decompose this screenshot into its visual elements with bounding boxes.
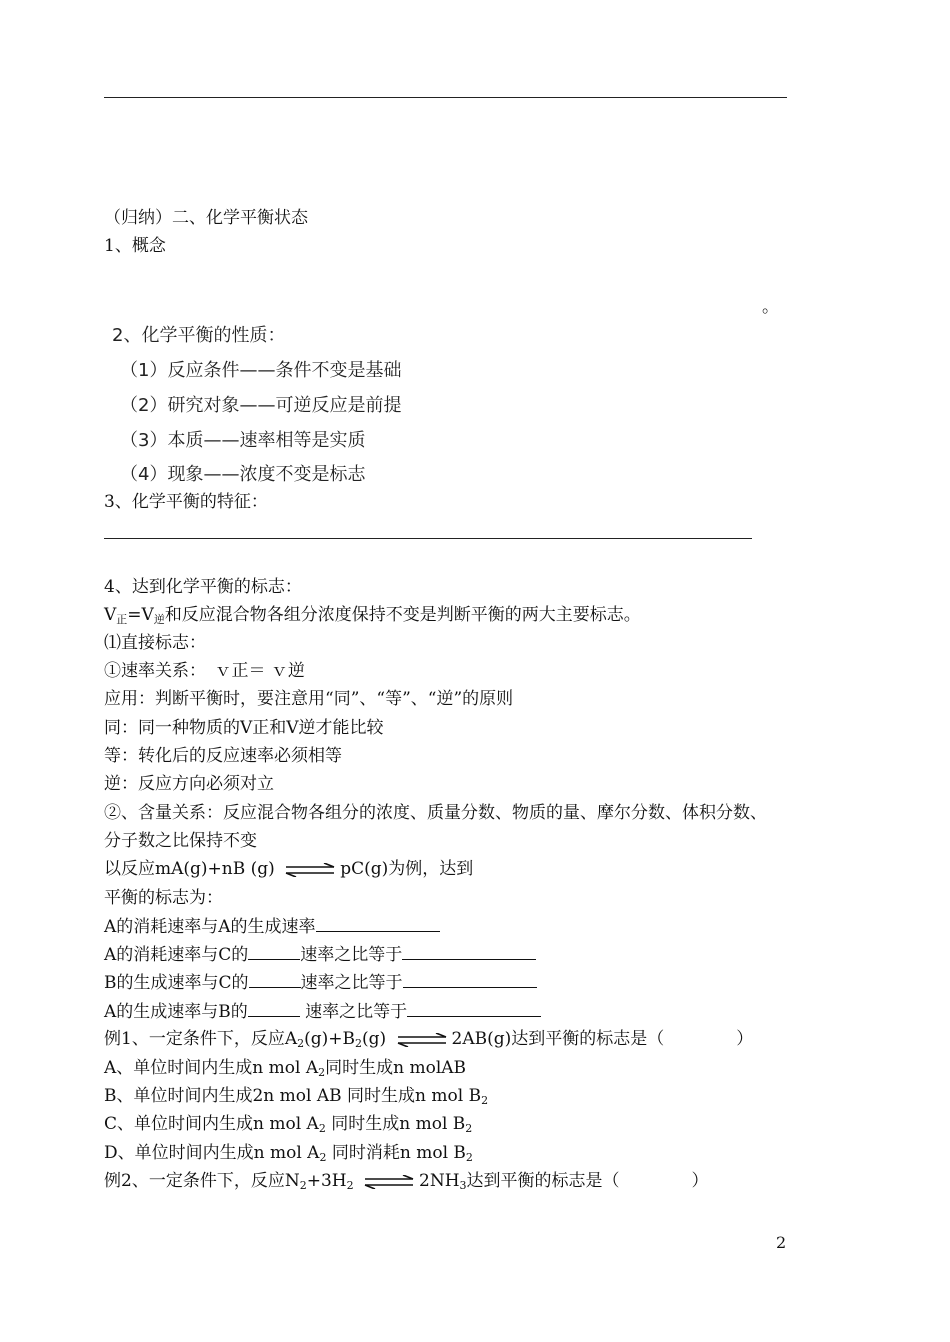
rate-relation: ①速率关系： ｖ正＝ ｖ逆 [104,661,305,681]
reversible-arrow-icon [396,1033,448,1047]
example1-option-c[interactable] [104,1113,472,1135]
fill-line-2 [104,943,536,966]
ex2-q-b: +3H [306,1171,347,1191]
ex1-d-text-b: 同时消耗n mol B [326,1143,466,1163]
fill-line-4 [104,1000,541,1023]
example1-option-d[interactable] [104,1142,473,1164]
ex1-d-text: D、单位时间内生成n mol A [104,1143,320,1163]
content-relation-line2: 分子数之比保持不变 [104,831,257,851]
features-title: 3、化学平衡的特征： [104,492,268,512]
rule-reverse: 逆：反应方向必须对立 [104,774,274,794]
example1-question [104,1028,753,1050]
fill4-text-a: A的生成速率与B的 [104,1002,248,1022]
ex2-q-c: 2NH [419,1171,460,1191]
intro-eq: =V [127,605,154,625]
features-answer-line [104,538,752,539]
ex1-a-text: A、单位时间内生成n mol A [104,1058,319,1078]
ex1-q-a: 例1、一定条件下，反应A [104,1029,298,1049]
ex1-a-sub: 2 [318,1066,326,1079]
fill2-blank-1[interactable] [248,943,300,960]
ex2-q-sub3: 3 [459,1179,467,1192]
rule-equal: 等：转化后的反应速率必须相等 [104,746,342,766]
ex1-c-text-b: 同时生成n mol B [325,1114,466,1134]
page-number: 2 [776,1233,787,1252]
section-heading: （归纳）二、化学平衡状态 [104,208,308,228]
reversible-arrow-icon [284,863,336,877]
fill-line-3 [104,971,537,994]
concept-end-mark: 。 [762,297,779,317]
intro-sub-reverse: 逆 [153,613,165,626]
reaction-sign: 平衡的标志为： [104,888,223,908]
reaction-example [104,858,473,880]
ex1-q-c: (g) [361,1029,387,1049]
example2-question [104,1170,709,1192]
fill3-blank-2[interactable] [403,971,537,988]
fill3-blank-1[interactable] [249,971,301,988]
signs-title: 4、达到化学平衡的标志： [104,577,302,597]
example1-option-b[interactable] [104,1085,488,1107]
ex1-b-text: B、单位时间内生成2n mol AB 同时生成n mol B [104,1086,482,1106]
ex2-q-sub1: 2 [299,1179,307,1192]
ex1-c-sub1: 2 [318,1122,326,1135]
ex1-d-sub2: 2 [465,1151,473,1164]
fill4-text-b: 速率之比等于 [299,1002,408,1022]
property-item-3: （3）本质——速率相等是实质 [120,430,366,451]
fill3-text-b: 速率之比等于 [300,973,403,993]
ex1-d-sub1: 2 [319,1151,327,1164]
fill4-blank-2[interactable] [407,1000,541,1017]
signs-intro [104,604,641,626]
property-item-1: （1）反应条件——条件不变是基础 [120,360,402,381]
fill1-blank[interactable] [316,915,440,932]
concept-title: 1、概念 [104,236,166,256]
direct-signs: ⑴直接标志： [104,633,206,653]
intro-rest: 和反应混合物各组分浓度保持不变是判断平衡的两大主要标志。 [164,605,641,625]
reaction-right: pC(g)为例，达到 [340,859,474,879]
application-rule: 应用：判断平衡时，要注意用“同”、“等”、“逆”的原则 [104,689,514,709]
fill3-text-a: B的生成速率与C的 [104,973,249,993]
content-relation-line1: ②、含量关系：反应混合物各组分的浓度、质量分数、物质的量、摩尔分数、体积分数、 [104,803,767,823]
rule-same: 同：同一种物质的V正和V逆才能比较 [104,718,384,738]
ex2-q-sub2: 2 [346,1179,354,1192]
reversible-arrow-icon [363,1175,415,1189]
fill1-text: A的消耗速率与A的生成速率 [104,917,316,937]
ex1-a-text-b: 同时生成n molAB [325,1058,467,1078]
ex2-q-a: 例2、一定条件下，反应N [104,1171,300,1191]
intro-sub-forward: 正 [116,613,128,626]
property-item-2: （2）研究对象——可逆反应是前提 [120,395,402,416]
ex1-c-sub2: 2 [465,1122,473,1135]
ex2-q-end: ） [691,1171,709,1191]
header-rule [104,97,787,98]
ex1-q-end: ） [736,1029,754,1049]
ex1-q-b: (g)+B [304,1029,355,1049]
fill2-text-a: A的消耗速率与C的 [104,945,249,965]
ex1-q-d: 2AB(g)达到平衡的标志是（ [451,1029,665,1049]
ex1-q-sub2: 2 [354,1037,362,1050]
ex1-q-sub1: 2 [297,1037,305,1050]
example1-option-a[interactable] [104,1057,466,1079]
fill2-blank-2[interactable] [402,943,536,960]
properties-title: 2、化学平衡的性质： [112,325,286,346]
fill4-blank-1[interactable] [248,1000,300,1017]
ex1-c-text: C、单位时间内生成n mol A [104,1114,319,1134]
ex1-b-sub: 2 [481,1094,489,1107]
ex2-q-d: 达到平衡的标志是（ [466,1171,620,1191]
fill-line-1 [104,915,440,938]
intro-v: V [104,605,117,625]
property-item-4: （4）现象——浓度不变是标志 [120,464,366,485]
reaction-left: 以反应mA(g)+nB (g) [104,859,275,879]
fill2-text-b: 速率之比等于 [300,945,403,965]
